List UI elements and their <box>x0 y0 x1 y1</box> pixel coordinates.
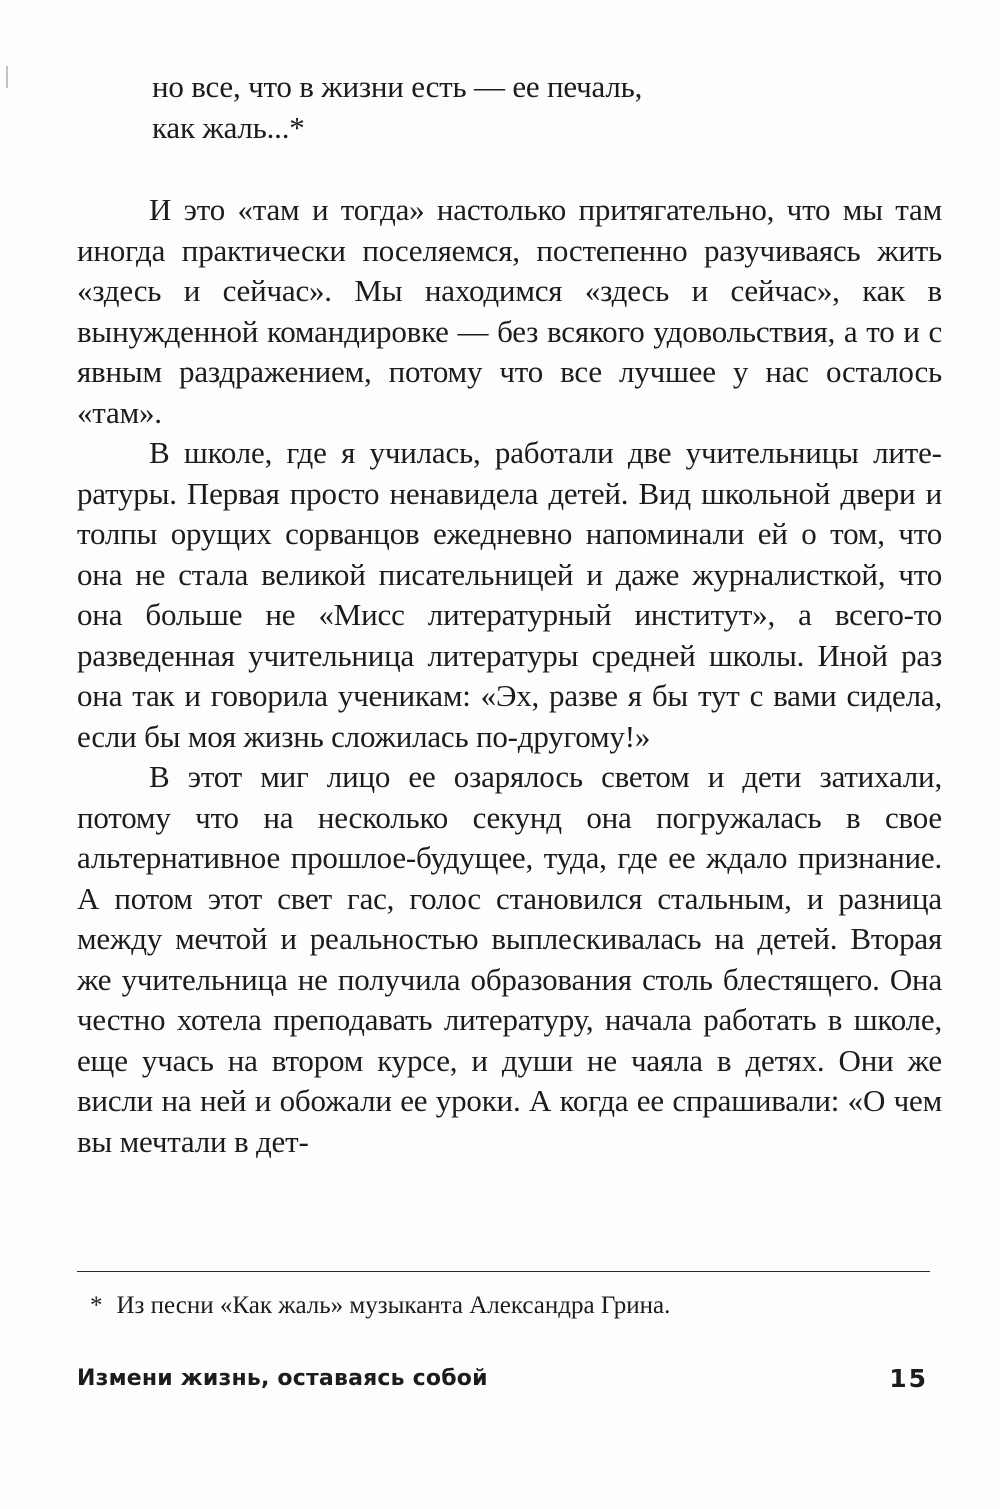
footnote-mark: * <box>90 1292 103 1319</box>
verse-quote <box>152 67 852 148</box>
paragraph-1: И это «там и тогда» настолько притягательно, что мы там иногда практически поселяемся, постепенно разучиваясь жить «здесь и сейчас». Мы находимся «здесь и сейчас», как в вынужденной командировке — без всякого удовольствия, а то и с явным раздражением, потому что все лучшее у нас осталось «там». <box>77 192 942 430</box>
paragraph-2: В школе, где я училась, работали две учительницы литературы. Первая просто ненавидела детей. Вид школьной двери и толпы орущих сорванцов ежедневно напоминали ей о том, что она не стала великой писательницей и даже журналисткой, что она больше не «Мисс литературный институт», а всего-то разведенная учительница литературы средней школы. Иной раз она так и говорила ученикам: «Эх, разве я бы тут с вами сидела, если бы моя жизнь сложилась по-другому!» <box>77 435 942 754</box>
page-edge-mark <box>6 66 8 88</box>
page-number: 15 <box>889 1364 928 1393</box>
paragraph-3: В этот миг лицо ее озарялось светом и дети затихали, потому что на несколько секунд она погружалась в свое альтернативное прошлое-будущее, туда, где ее ждало признание. А потом этот свет гас, голос становился стальным, и разница между мечтой и реальностью выплескивалась на детей. Вторая же учительница не получила образования столь блестящего. Она честно хотела преподавать литературу, начала работать в школе, еще учась на втором курсе, и души не чаяла в детях. Они же висли на ней и обожали ее уроки. А когда ее спрашивали: «О чем вы мечтали в дет- <box>77 759 942 1159</box>
footnote-text: Из песни «Как жаль» музыканта Александра Грина. <box>116 1292 671 1319</box>
footnote <box>90 1289 930 1323</box>
verse-line-1: но все, что в жизни есть — ее печаль, <box>152 69 643 104</box>
main-text <box>77 190 942 1162</box>
verse-line-2: как жаль...* <box>152 109 305 145</box>
footnote-divider <box>77 1271 930 1272</box>
running-footer-title: Измени жизнь, оставаясь собой <box>77 1366 488 1391</box>
